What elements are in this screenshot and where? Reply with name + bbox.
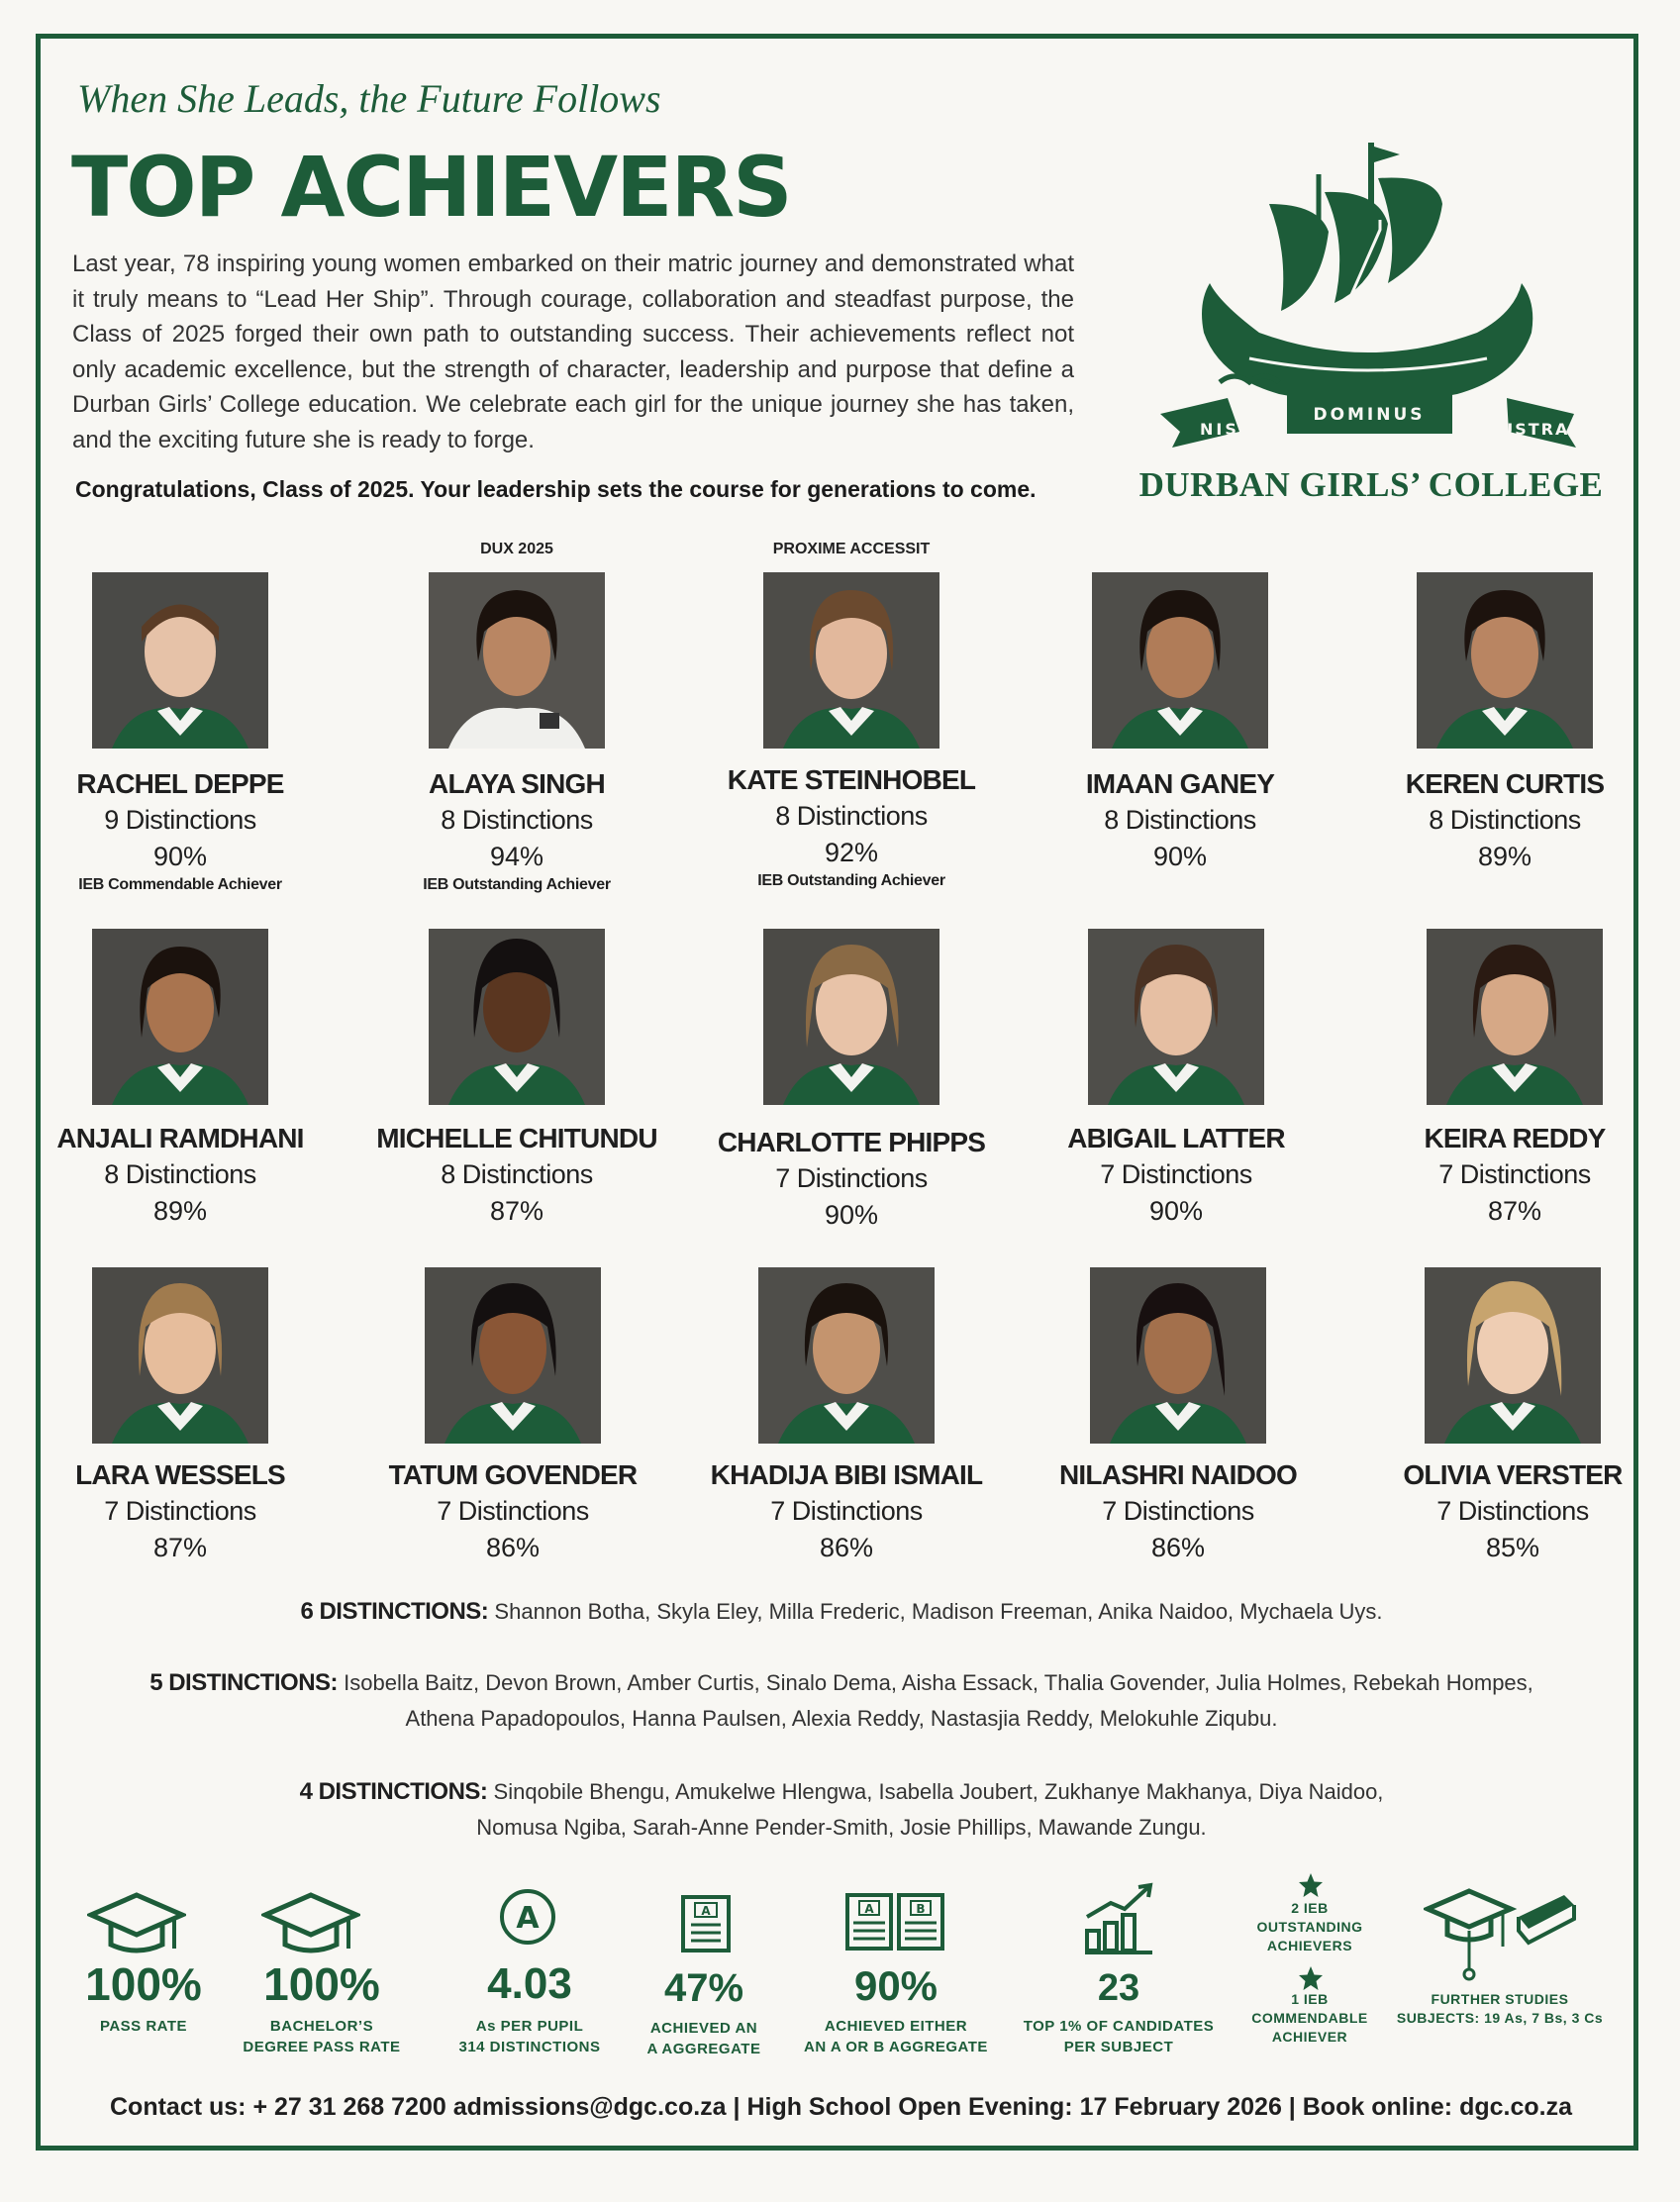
four-distinctions-list bbox=[99, 1774, 1584, 1846]
stat-label: COMMENDABLE bbox=[1251, 2010, 1368, 2026]
achiever-name: ANJALI RAMDHANI bbox=[56, 1123, 304, 1153]
achiever-percent: 90% bbox=[1148, 1196, 1204, 1226]
achiever-percent: 85% bbox=[1485, 1533, 1540, 1562]
top-one-percent-stat bbox=[1020, 1964, 1218, 2057]
achiever-distinctions: 7 Distinctions bbox=[775, 1163, 928, 1193]
stat-label: AN A OR B AGGREGATE bbox=[804, 2039, 988, 2055]
stat-label: DEGREE PASS RATE bbox=[243, 2039, 401, 2055]
portrait-photo bbox=[763, 929, 939, 1105]
portrait-photo bbox=[1427, 929, 1603, 1105]
a-grade-circle-icon bbox=[498, 1887, 557, 1947]
svg-text:B: B bbox=[916, 1902, 926, 1916]
achiever-name: NILASHRI NAIDOO bbox=[1058, 1459, 1297, 1490]
achiever-name: IMAAN GANEY bbox=[1085, 768, 1275, 799]
portrait-photo bbox=[92, 572, 268, 749]
growth-chart-icon bbox=[1081, 1881, 1156, 1956]
achiever-distinctions: 8 Distinctions bbox=[1429, 805, 1581, 835]
star-icon bbox=[1297, 1871, 1325, 1899]
achiever-distinctions: 8 Distinctions bbox=[441, 1159, 593, 1189]
page-title: TOP ACHIEVERS bbox=[71, 139, 791, 236]
achiever-distinctions: 7 Distinctions bbox=[1438, 1159, 1591, 1189]
achiever-name: CHARLOTTE PHIPPS bbox=[717, 1127, 986, 1157]
achiever-award: IEB Commendable Achiever bbox=[78, 876, 282, 893]
list-label: 5 DISTINCTIONS: bbox=[149, 1669, 339, 1696]
list-names-continued: Nomusa Ngiba, Sarah-Anne Pender-Smith, Josie Phillips, Mawande Zungu. bbox=[476, 1815, 1207, 1840]
portrait-photo bbox=[425, 1267, 601, 1444]
achiever-percent: 89% bbox=[152, 1196, 208, 1226]
stat-label: TOP 1% OF CANDIDATES bbox=[1023, 2018, 1215, 2035]
per-pupil-stat bbox=[436, 1960, 624, 2057]
ship-icon bbox=[1140, 135, 1606, 451]
achiever-card bbox=[1356, 929, 1673, 1227]
portrait-photo bbox=[92, 1267, 268, 1444]
achiever-card bbox=[358, 929, 675, 1227]
proxime-accessit-tag: PROXIME ACCESSIT bbox=[772, 541, 931, 557]
stat-label: 314 DISTINCTIONS bbox=[458, 2039, 601, 2055]
achiever-percent: 90% bbox=[824, 1200, 879, 1230]
ieb-outstanding-stat bbox=[1237, 1899, 1382, 1955]
stat-label: SUBJECTS: 19 As, 7 Bs, 3 Cs bbox=[1396, 2010, 1604, 2026]
school-name: DURBAN GIRLS’ COLLEGE bbox=[1138, 465, 1604, 504]
achiever-card bbox=[1346, 572, 1663, 872]
portrait-photo bbox=[429, 929, 605, 1105]
school-crest bbox=[1140, 135, 1606, 511]
stat-label: PER SUBJECT bbox=[1063, 2039, 1174, 2055]
achiever-name: ABIGAIL LATTER bbox=[1067, 1123, 1285, 1153]
six-distinctions-list bbox=[99, 1594, 1584, 1630]
dux-tag: DUX 2025 bbox=[480, 541, 553, 557]
achiever-award: IEB Outstanding Achiever bbox=[757, 872, 945, 889]
achiever-percent: 92% bbox=[824, 838, 879, 867]
graduation-cap-icon bbox=[87, 1891, 186, 1962]
list-names: Sinqobile Bhengu, Amukelwe Hlengwa, Isabella Joubert, Zukhanye Makhanya, Diya Naidoo, bbox=[493, 1779, 1384, 1804]
achiever-distinctions: 7 Distinctions bbox=[437, 1496, 589, 1526]
portrait-photo bbox=[1088, 929, 1264, 1105]
stat-label: 2 IEB bbox=[1291, 1900, 1329, 1916]
motto-center: DOMINUS bbox=[1313, 405, 1426, 425]
achiever-percent: 87% bbox=[152, 1533, 208, 1562]
report-a-icon bbox=[679, 1893, 733, 1954]
achiever-card bbox=[693, 572, 1010, 890]
achiever-card bbox=[688, 1267, 1005, 1563]
stat-label: BACHELOR’S bbox=[269, 2018, 374, 2035]
further-studies-stat bbox=[1386, 1990, 1614, 2028]
congratulations-line: Congratulations, Class of 2025. Your leadership sets the course for generations to come. bbox=[75, 476, 1037, 502]
achiever-name: KEREN CURTIS bbox=[1405, 768, 1605, 799]
achiever-distinctions: 8 Distinctions bbox=[775, 801, 928, 831]
portrait-photo bbox=[1092, 572, 1268, 749]
portrait-photo bbox=[429, 572, 605, 749]
achiever-card bbox=[1354, 1267, 1671, 1563]
achiever-name: LARA WESSELS bbox=[75, 1459, 285, 1490]
achiever-name: OLIVIA VERSTER bbox=[1403, 1459, 1623, 1490]
achiever-card bbox=[1020, 1267, 1336, 1563]
stat-value: 100% bbox=[85, 1958, 202, 2010]
stat-label: FURTHER STUDIES bbox=[1431, 1991, 1569, 2007]
achiever-card bbox=[358, 572, 675, 894]
motto-left: NISI bbox=[1200, 420, 1248, 439]
achiever-card bbox=[1018, 929, 1334, 1227]
stat-label: As PER PUPIL bbox=[475, 2018, 584, 2035]
achiever-name: RACHEL DEPPE bbox=[76, 768, 284, 799]
achiever-percent: 87% bbox=[489, 1196, 544, 1226]
stat-value: 47% bbox=[663, 1966, 744, 2010]
achiever-card bbox=[693, 929, 1010, 1231]
graduation-cap-icon bbox=[261, 1891, 360, 1962]
stat-value: 4.03 bbox=[487, 1959, 572, 2008]
achiever-distinctions: 8 Distinctions bbox=[1104, 805, 1256, 835]
stat-value: 100% bbox=[263, 1958, 380, 2010]
list-names: Isobella Baitz, Devon Brown, Amber Curtis, Sinalo Dema, Aisha Essack, Thalia Govender, Julia Holmes, Rebekah Hompes, bbox=[344, 1670, 1533, 1695]
achiever-percent: 90% bbox=[1152, 842, 1208, 871]
contact-footer: Contact us: + 27 31 268 7200 admissions@dgc.co.za | High School Open Evening: 17 February 2026 | Book online: dgc.co.za bbox=[110, 2093, 1572, 2121]
svg-text:A: A bbox=[701, 1904, 711, 1918]
list-names-continued: Athena Papadopoulos, Hanna Paulsen, Alexia Reddy, Nastasjia Reddy, Melokuhle Ziqubu. bbox=[405, 1706, 1278, 1731]
achiever-card bbox=[22, 929, 339, 1227]
achiever-percent: 89% bbox=[1477, 842, 1532, 871]
achiever-percent: 87% bbox=[1487, 1196, 1542, 1226]
stat-label: OUTSTANDING bbox=[1256, 1919, 1363, 1935]
portrait-photo bbox=[1090, 1267, 1266, 1444]
cap-and-book-icon bbox=[1424, 1887, 1578, 1982]
achiever-name: KEIRA REDDY bbox=[1424, 1123, 1606, 1153]
stat-label: 1 IEB bbox=[1291, 1991, 1329, 2007]
star-icon bbox=[1297, 1964, 1325, 1992]
stat-label: A AGGREGATE bbox=[646, 2041, 761, 2057]
achiever-percent: 86% bbox=[485, 1533, 541, 1562]
achiever-name: MICHELLE CHITUNDU bbox=[376, 1123, 657, 1153]
list-names: Shannon Botha, Skyla Eley, Milla Frederic, Madison Freeman, Anika Naidoo, Mychaela Uys. bbox=[494, 1599, 1383, 1624]
tagline: When She Leads, the Future Follows bbox=[77, 76, 661, 121]
achiever-distinctions: 7 Distinctions bbox=[770, 1496, 923, 1526]
bachelor-pass-stat bbox=[238, 1960, 406, 2057]
portrait-photo bbox=[1417, 572, 1593, 749]
achiever-percent: 90% bbox=[152, 842, 208, 871]
portrait-photo bbox=[758, 1267, 935, 1444]
achiever-distinctions: 7 Distinctions bbox=[104, 1496, 256, 1526]
achiever-name: ALAYA SINGH bbox=[429, 768, 605, 799]
achiever-percent: 94% bbox=[489, 842, 544, 871]
portrait-photo bbox=[1425, 1267, 1601, 1444]
report-ab-icon bbox=[843, 1891, 946, 1954]
pass-rate-stat bbox=[69, 1960, 218, 2037]
achiever-card bbox=[354, 1267, 671, 1563]
svg-text:A: A bbox=[864, 1902, 874, 1916]
motto-right: FRUSTRA bbox=[1473, 420, 1570, 439]
stat-value: 90% bbox=[853, 1962, 939, 2009]
achiever-card bbox=[22, 572, 339, 894]
svg-text:A: A bbox=[516, 1901, 540, 1936]
achiever-card bbox=[22, 1267, 339, 1563]
achiever-award: IEB Outstanding Achiever bbox=[423, 876, 611, 893]
achiever-distinctions: 8 Distinctions bbox=[104, 1159, 256, 1189]
stat-label: ACHIEVERS bbox=[1266, 1938, 1353, 1953]
achiever-percent: 86% bbox=[819, 1533, 874, 1562]
list-label: 6 DISTINCTIONS: bbox=[300, 1598, 489, 1625]
intro-paragraph: Last year, 78 inspiring young women embarked on their matric journey and demonstrated what it truly means to “Lead Her Ship”. Through courage, collaboration and steadfast purpose, the Class of 2025 forged their own path to outstanding success. Their achievements reflect not only academic excellence, but the strength of character, leadership and purpose that define a Durban Girls’ College education. We celebrate each girl for the unique journey she has taken, and the exciting future she is ready to forge. bbox=[72, 250, 1074, 453]
achiever-name: KATE STEINHOBEL bbox=[727, 764, 976, 795]
achiever-card bbox=[1022, 572, 1338, 872]
achiever-distinctions: 7 Distinctions bbox=[1436, 1496, 1589, 1526]
stat-label: ACHIEVED EITHER bbox=[824, 2018, 968, 2035]
stat-label: ACHIEVER bbox=[1271, 2029, 1348, 2045]
achiever-distinctions: 7 Distinctions bbox=[1100, 1159, 1252, 1189]
five-distinctions-list bbox=[99, 1665, 1584, 1737]
achiever-name: TATUM GOVENDER bbox=[388, 1459, 638, 1490]
stat-value: 23 bbox=[1097, 1967, 1140, 2009]
achiever-distinctions: 7 Distinctions bbox=[1102, 1496, 1254, 1526]
portrait-photo bbox=[92, 929, 268, 1105]
achiever-percent: 86% bbox=[1150, 1533, 1206, 1562]
list-label: 4 DISTINCTIONS: bbox=[299, 1778, 488, 1805]
stat-label: ACHIEVED AN bbox=[649, 2020, 758, 2037]
ieb-commendable-stat bbox=[1237, 1990, 1382, 2047]
portrait-photo bbox=[763, 572, 939, 749]
a-aggregate-stat bbox=[630, 1964, 778, 2059]
achiever-distinctions: 8 Distinctions bbox=[441, 805, 593, 835]
achiever-distinctions: 9 Distinctions bbox=[104, 805, 256, 835]
achiever-name: KHADIJA BIBI ISMAIL bbox=[710, 1459, 983, 1490]
stat-label: PASS RATE bbox=[99, 2018, 188, 2035]
ab-aggregate-stat bbox=[792, 1962, 1000, 2057]
